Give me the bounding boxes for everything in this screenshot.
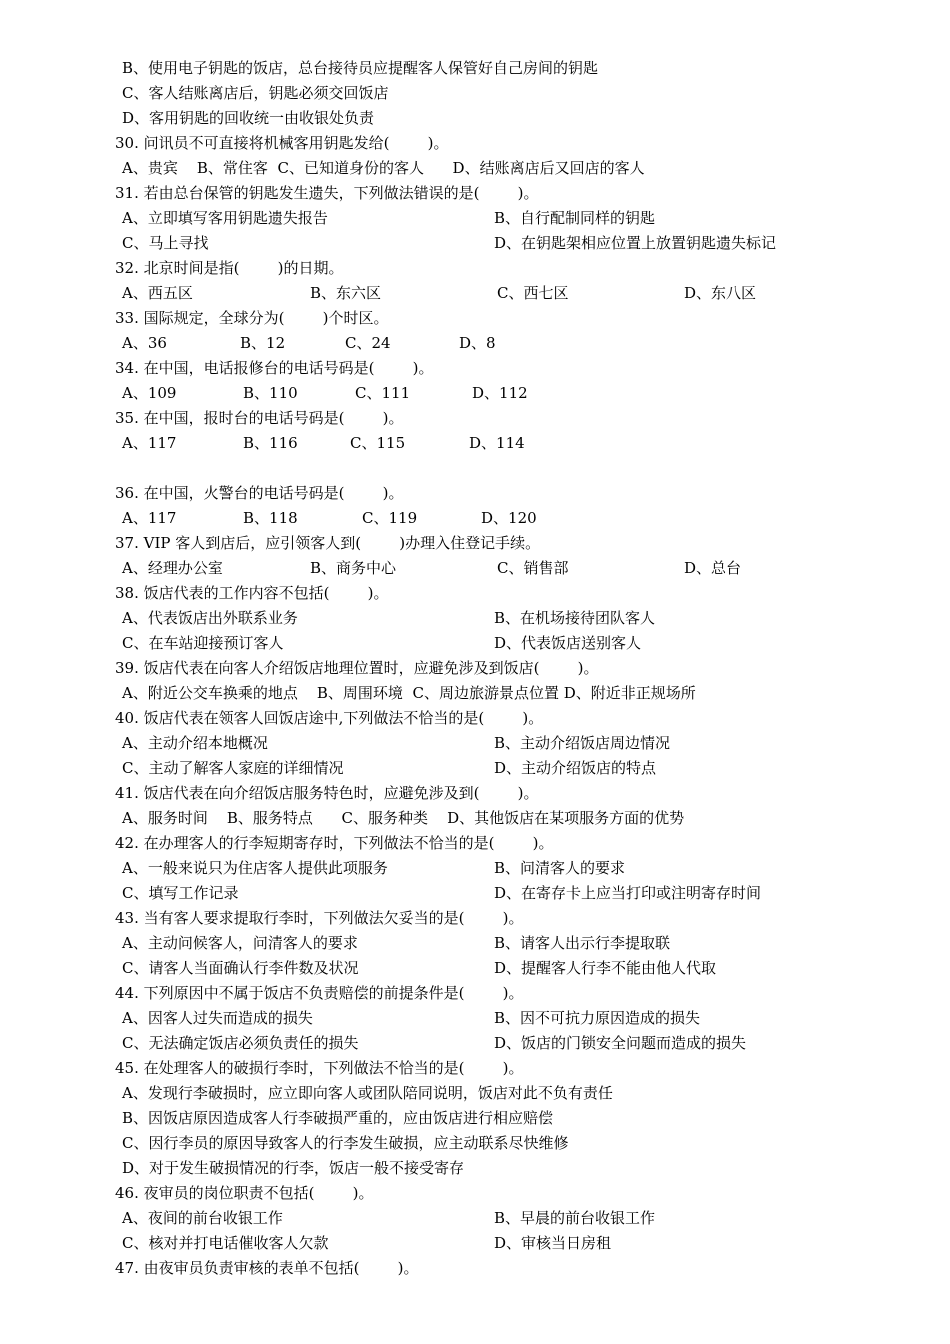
answer-option: C、因行李员的原因导致客人的行李发生破损，应主动联系尽快维修 xyxy=(122,1134,569,1152)
answer-option: A、主动介绍本地概况 xyxy=(122,734,268,752)
answer-option: A、主动问候客人，问清客人的要求 xyxy=(122,934,358,952)
answer-option: C、在车站迎接预订客人 xyxy=(122,634,284,652)
answer-option: A、经理办公室 xyxy=(122,559,223,577)
answer-option: C、111 xyxy=(355,384,411,402)
answer-option: A、西五区 xyxy=(122,284,193,302)
answer-option: C、119 xyxy=(362,509,418,527)
answer-option: B、主动介绍饭店周边情况 xyxy=(494,734,671,752)
answer-option: A、夜间的前台收银工作 xyxy=(122,1209,283,1227)
answer-option: C、马上寻找 xyxy=(122,234,209,252)
answer-option: C、核对并打电话催收客人欠款 xyxy=(122,1234,329,1252)
answer-option: B、问清客人的要求 xyxy=(494,859,626,877)
answer-option: D、120 xyxy=(481,509,537,527)
answer-option: D、112 xyxy=(472,384,528,402)
answer-option: D、总台 xyxy=(684,559,742,577)
answer-option: D、客用钥匙的回收统一由收银处负责 xyxy=(122,109,375,127)
answer-option: C、24 xyxy=(345,334,391,352)
answer-option: C、主动了解客人家庭的详细情况 xyxy=(122,759,344,777)
answer-option: B、早晨的前台收银工作 xyxy=(494,1209,656,1227)
answer-option: B、在机场接待团队客人 xyxy=(494,609,656,627)
question-text: 47. 由夜审员负责审核的表单不包括( )。 xyxy=(115,1259,419,1277)
answer-option: C、填写工作记录 xyxy=(122,884,239,902)
question-text: 45. 在处理客人的破损行李时，下列做法不恰当的是( )。 xyxy=(115,1059,524,1077)
question-text: 33. 国际规定，全球分为( )个时区。 xyxy=(115,309,389,327)
question-text: 37. VIP 客人到店后，应引领客人到( )办理入住登记手续。 xyxy=(115,534,541,552)
answer-option: B、使用电子钥匙的饭店，总台接待员应提醒客人保管好自己房间的钥匙 xyxy=(122,59,599,77)
question-text: 38. 饭店代表的工作内容不包括( )。 xyxy=(115,584,389,602)
question-text: 36. 在中国，火警台的电话号码是( )。 xyxy=(115,484,404,502)
answer-option: B、自行配制同样的钥匙 xyxy=(494,209,656,227)
question-text: 43. 当有客人要求提取行李时，下列做法欠妥当的是( )。 xyxy=(115,909,524,927)
answer-option: C、115 xyxy=(350,434,406,452)
answer-option: C、请客人当面确认行李件数及状况 xyxy=(122,959,359,977)
answer-option: A、立即填写客用钥匙遗失报告 xyxy=(122,209,328,227)
answer-option: A、发现行李破损时，应立即向客人或团队陪同说明，饭店对此不负有责任 xyxy=(122,1084,613,1102)
answer-option: A、109 xyxy=(122,384,177,402)
question-text: 31. 若由总台保管的钥匙发生遗失，下列做法错误的是( )。 xyxy=(115,184,539,202)
question-text: 46. 夜审员的岗位职责不包括( )。 xyxy=(115,1184,374,1202)
answer-option: C、销售部 xyxy=(497,559,569,577)
answer-option: D、114 xyxy=(469,434,525,452)
answer-option: C、西七区 xyxy=(497,284,569,302)
question-text: 42. 在办理客人的行李短期寄存时，下列做法不恰当的是( )。 xyxy=(115,834,554,852)
answer-option: B、因不可抗力原因造成的损失 xyxy=(494,1009,701,1027)
answer-option: B、110 xyxy=(243,384,298,402)
answer-option: A、36 xyxy=(122,334,167,352)
answer-option: B、118 xyxy=(243,509,298,527)
answer-option: B、因饭店原因造成客人行李破损严重的，应由饭店进行相应赔偿 xyxy=(122,1109,554,1127)
answer-option: B、商务中心 xyxy=(310,559,397,577)
answer-option: A、附近公交车换乘的地点 B、周围环境 C、周边旅游景点位置 D、附近非正规场所 xyxy=(122,684,696,702)
question-text: 34. 在中国，电话报修台的电话号码是( )。 xyxy=(115,359,434,377)
answer-option: D、在寄存卡上应当打印或注明寄存时间 xyxy=(494,884,762,902)
answer-option: D、主动介绍饭店的特点 xyxy=(494,759,657,777)
answer-option: D、饭店的门锁安全问题而造成的损失 xyxy=(494,1034,747,1052)
answer-option: D、代表饭店送别客人 xyxy=(494,634,642,652)
question-text: 35. 在中国，报时台的电话号码是( )。 xyxy=(115,409,404,427)
answer-option: A、代表饭店出外联系业务 xyxy=(122,609,298,627)
answer-option: D、审核当日房租 xyxy=(494,1234,612,1252)
answer-option: A、117 xyxy=(122,434,177,452)
answer-option: A、一般来说只为住店客人提供此项服务 xyxy=(122,859,388,877)
answer-option: A、117 xyxy=(122,509,177,527)
answer-option: D、在钥匙架相应位置上放置钥匙遗失标记 xyxy=(494,234,777,252)
answer-option: D、东八区 xyxy=(684,284,757,302)
answer-option: A、服务时间 B、服务特点 C、服务种类 D、其他饭店在某项服务方面的优势 xyxy=(122,809,685,827)
answer-option: D、对于发生破损情况的行李，饭店一般不接受寄存 xyxy=(122,1159,465,1177)
question-text: 32. 北京时间是指( )的日期。 xyxy=(115,259,344,277)
answer-option: A、因客人过失而造成的损失 xyxy=(122,1009,313,1027)
answer-option: B、12 xyxy=(240,334,286,352)
question-text: 39. 饭店代表在向客人介绍饭店地理位置时，应避免涉及到饭店( )。 xyxy=(115,659,599,677)
answer-option: C、客人结账离店后，钥匙必须交回饭店 xyxy=(122,84,389,102)
answer-option: D、8 xyxy=(459,334,496,352)
answer-option: B、116 xyxy=(243,434,298,452)
answer-option: B、东六区 xyxy=(310,284,382,302)
question-text: 44. 下列原因中不属于饭店不负责赔偿的前提条件是( )。 xyxy=(115,984,524,1002)
question-text: 41. 饭店代表在向介绍饭店服务特色时，应避免涉及到( )。 xyxy=(115,784,539,802)
answer-option: C、无法确定饭店必须负责任的损失 xyxy=(122,1034,359,1052)
question-text: 30. 问讯员不可直接将机械客用钥匙发给( )。 xyxy=(115,134,449,152)
answer-option: B、请客人出示行李提取联 xyxy=(494,934,671,952)
answer-option: D、提醒客人行李不能由他人代取 xyxy=(494,959,717,977)
question-text: 40. 饭店代表在领客人回饭店途中,下列做法不恰当的是( )。 xyxy=(115,709,544,727)
answer-option: A、贵宾 B、常住客 C、已知道身份的客人 D、结账离店后又回店的客人 xyxy=(122,159,645,177)
